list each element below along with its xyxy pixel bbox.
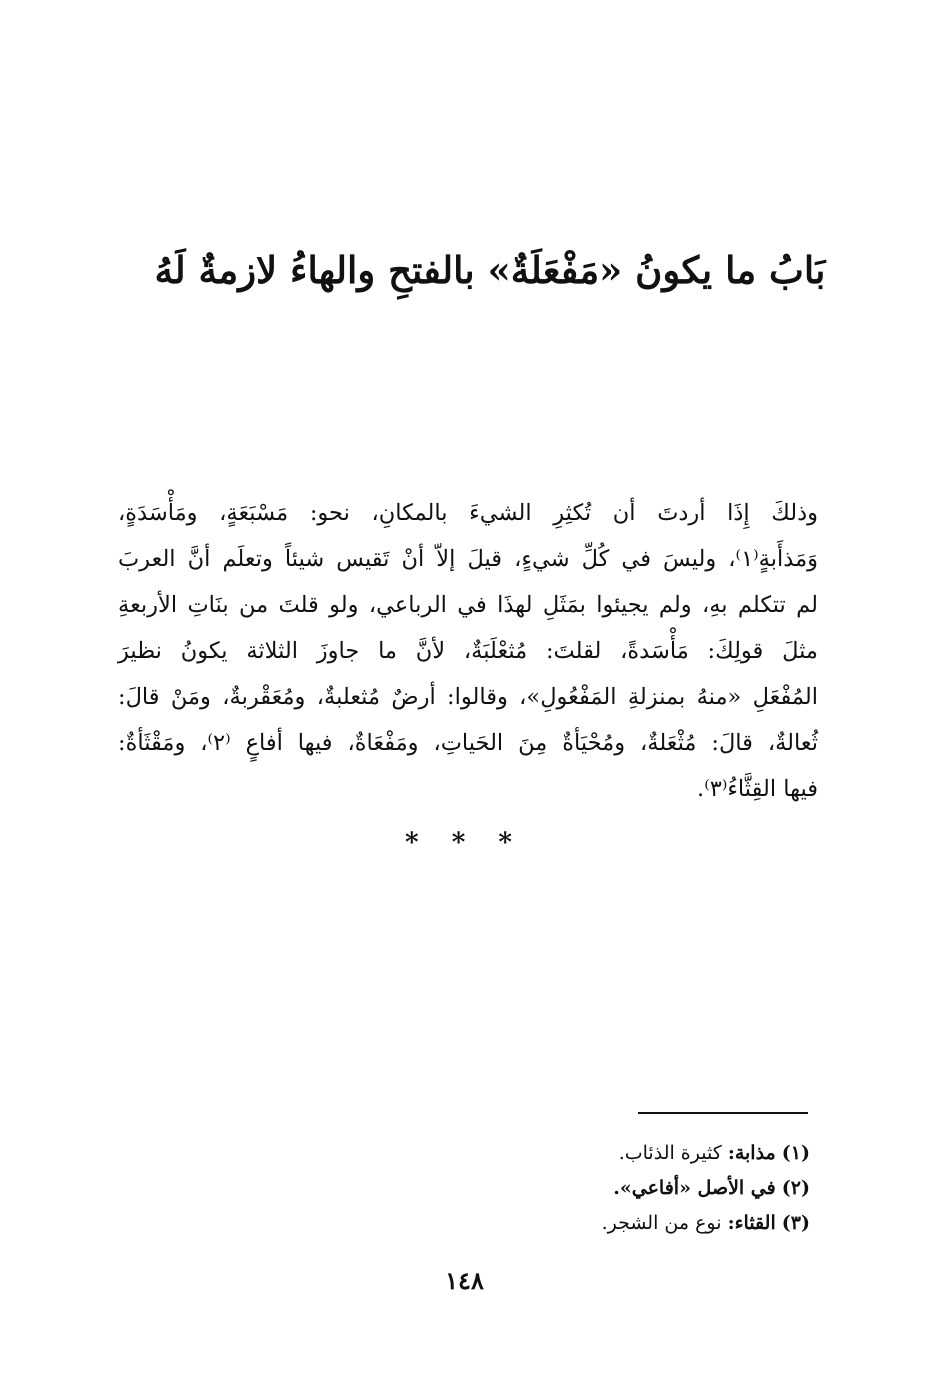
body-line: فيها القِثَّاءُ⁽٣⁾. <box>697 776 818 802</box>
footnote-item <box>420 1171 810 1206</box>
footnote-term: مذابة: <box>727 1142 776 1164</box>
body-line: المُفْعَلِ «منهُ بمنزلةِ المَفْعُولِ»، وقالوا: أرضٌ مُثعلبةٌ، ومُعَقْربةٌ، ومَنْ قالَ: <box>118 684 818 710</box>
footnote-item <box>420 1206 810 1241</box>
body-line: لم تتكلم بهِ، ولم يجيئوا بمَثَلِ لهذَا في الرباعي، ولو قلتَ من بنَاتِ الأربعةِ <box>118 592 818 618</box>
body-line: وَمَذأَبةٍ⁽١⁾، وليسَ في كُلِّ شيءٍ، قيلَ إلاّ أنْ تَقيس شيئاً وتعلَم أنَّ العربَ <box>118 546 818 572</box>
body-line: ثُعالةٌ، قالَ: مُثْعَلةٌ، ومُحْيَأةٌ مِنَ الحَياتِ، ومَفْعَاةٌ، فيها أفاعٍ ⁽٢⁾، ومَقْثَأةٌ: <box>118 730 818 756</box>
chapter-title: بَابُ ما يكونُ «مَفْعَلَةٌ» بالفتحِ والهاءُ لازمةٌ لَهُ <box>154 248 826 292</box>
footnote-term: في الأصل «أفاعي». <box>613 1177 776 1199</box>
footnote-number: (٣) <box>781 1212 810 1234</box>
page-number: ١٤٨ <box>445 1266 484 1295</box>
body-paragraph <box>118 490 818 812</box>
footnote-number: (١) <box>781 1142 810 1164</box>
footnotes-list <box>420 1136 810 1241</box>
footnote-text: نوع من الشجر. <box>601 1212 722 1234</box>
section-separator: * * * <box>405 828 524 858</box>
body-line: مثلَ قولِكَ: مَأْسَدةً، لقلتَ: مُثعْلَبَةٌ، لأنَّ ما جاوزَ الثلاثة يكونُ نظيرَ <box>118 638 818 664</box>
footnote-term: القثاء: <box>727 1212 776 1234</box>
footnote-number: (٢) <box>781 1177 810 1199</box>
body-line: وذلكَ إِذَا أردتَ أن تُكثِرِ الشيءَ بالمكانِ، نحو: مَسْبَعَةٍ، ومَأْسَدَةٍ، <box>118 500 818 526</box>
footnote-text: كثيرة الذئاب. <box>618 1142 722 1164</box>
footnote-divider <box>638 1112 808 1114</box>
footnote-item <box>420 1136 810 1171</box>
